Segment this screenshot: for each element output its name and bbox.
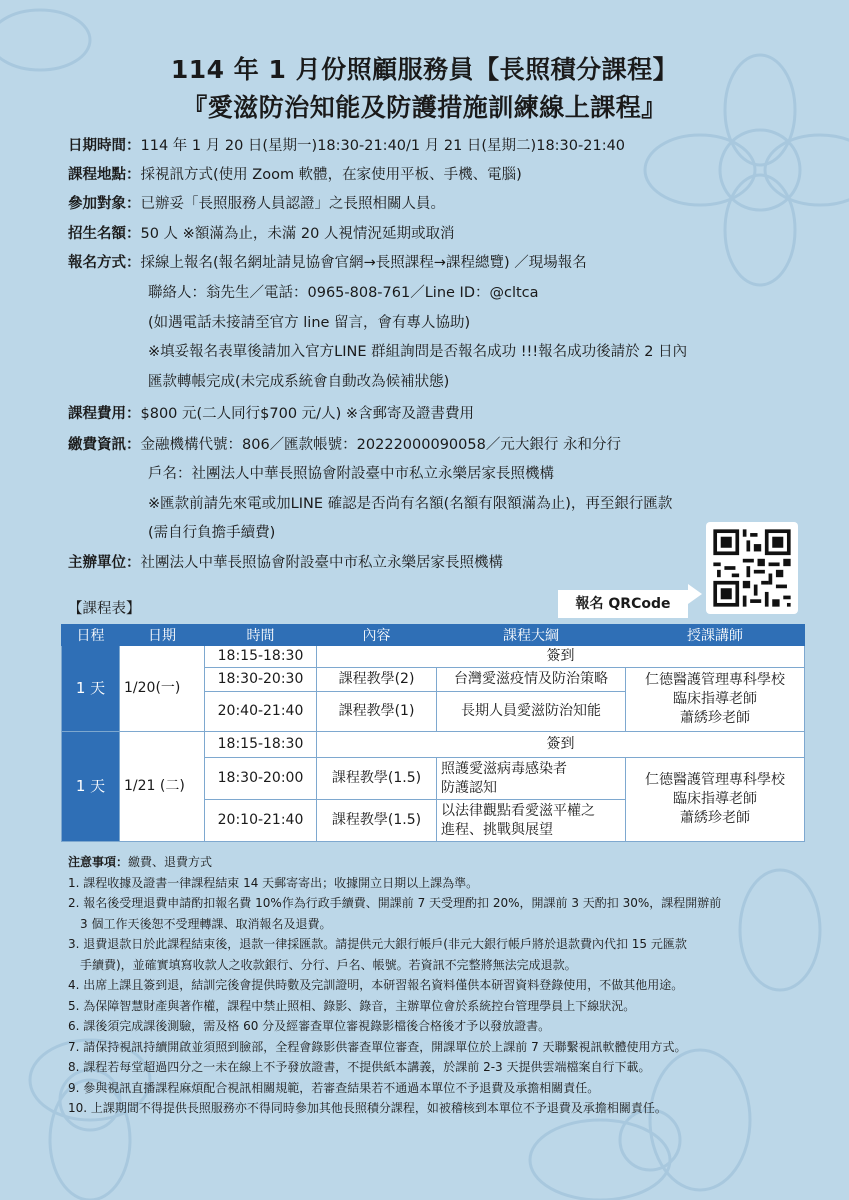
outline-cell: 長期人員愛滋防治知能	[437, 692, 626, 732]
table-row	[62, 646, 805, 668]
teacher-school: 仁德醫護管理專科學校	[645, 772, 785, 788]
note-item: 5. 為保障智慧財產與著作權，課程中禁止照相、錄影、錄音，主辦單位會於系統控台管理學員上下線狀況。	[68, 998, 636, 1013]
content-cell: 課程教學(2)	[317, 668, 437, 692]
payment-row	[68, 435, 621, 455]
time-cell: 20:10-21:40	[205, 800, 317, 842]
payment-account-name: 戶名：社團法人中華長照協會附設臺中市私立永樂居家長照機構	[148, 466, 554, 482]
date-value: 114 年 1 月 20 日(星期一)18:30-21:40/1 月 21 日(星期二)18:30-21:40	[140, 138, 626, 154]
teacher-title: 臨床指導老師	[673, 791, 757, 807]
note-item: 4. 出席上課且簽到退，結訓完後會提供時數及完訓證明，本研習報名資料僅供本研習資料登錄使用，不做其他用途。	[68, 978, 684, 992]
page-title: 114 年 1 月份照顧服務員【長照積分課程】	[170, 55, 679, 84]
time-cell: 18:30-20:30	[205, 668, 317, 692]
outline-cell	[437, 758, 626, 800]
organizer-row	[68, 553, 503, 573]
notes-section	[68, 852, 721, 1119]
note-item: 8. 課程若每堂超過四分之一未在線上不予發放證書，不提供紙本講義，於課前 2-3 天提供雲端檔案自行下載。	[68, 1060, 651, 1074]
signup-contact: 聯絡人：翁先生／電話：0965-808-761／Line ID：@cltca	[148, 285, 539, 301]
qr-label-pointer	[688, 584, 702, 604]
fee-row	[68, 404, 474, 424]
audience-value: 已辦妥「長照服務人員認證」之長照相關人員。	[140, 196, 445, 212]
teacher-school: 仁德醫護管理專科學校	[645, 672, 785, 688]
header-cell: 日期	[120, 625, 205, 646]
date-label: 日期時間：	[68, 138, 141, 154]
teacher-name: 蕭綉珍老師	[680, 710, 750, 726]
outline-line: 照護愛滋病毒感染者	[441, 760, 567, 777]
date-cell: 1/20(一)	[120, 646, 205, 732]
note-item-cont: 手續費)，並確實填寫收款人之收款銀行、分行、戶名、帳號。若資訊不完整將無法完成退款。	[80, 957, 577, 972]
signup-note: ※填妥報名表單後請加入官方LINE 群組詢問是否報名成功 !!!報名成功後請於 2 日內	[148, 344, 688, 360]
content-cell: 課程教學(1.5)	[317, 758, 437, 800]
quota-label: 招生名額：	[68, 226, 141, 242]
signup-line1: 採線上報名(報名網址請見協會官網→長照課程→課程總覽) ／現場報名	[140, 255, 587, 271]
teacher-name: 蕭綉珍老師	[680, 810, 750, 826]
header-cell: 內容	[317, 625, 437, 646]
header-cell: 時間	[205, 625, 317, 646]
quota-row	[68, 224, 455, 244]
organizer-label: 主辦單位：	[68, 555, 141, 571]
time-cell: 18:15-18:30	[205, 732, 317, 758]
location-label: 課程地點：	[68, 167, 141, 183]
teacher-title: 臨床指導老師	[673, 691, 757, 707]
location-value: 採視訊方式(使用 Zoom 軟體，在家使用平板、手機、電腦)	[140, 167, 522, 183]
outline-cell: 台灣愛滋疫情及防治策略	[437, 668, 626, 692]
date-cell: 1/21 (二)	[120, 732, 205, 842]
qr-code-icon	[706, 522, 798, 614]
note-item: 10. 上課期間不得提供長照服務亦不得同時參加其他長照積分課程，如被稽核到本單位不予退費及承擔相關責任。	[68, 1101, 667, 1115]
payment-fee-note: (需自行負擔手續費)	[148, 525, 276, 541]
schedule-label: 【課程表】	[68, 601, 141, 617]
qr-code[interactable]	[706, 522, 798, 614]
note-item: 3. 退費退款日於此課程結束後，退款一律採匯款。請提供元大銀行帳戶(非元大銀行帳戶將於退款費內代扣 15 元匯款	[68, 937, 687, 951]
signup-row	[68, 253, 587, 273]
day-cell: 1 天	[62, 646, 120, 732]
signup-line-help: (如遇電話未接請至官方 line 留言，會有專人協助)	[148, 315, 471, 331]
time-cell: 18:30-20:00	[205, 758, 317, 800]
payment-note: ※匯款前請先來電或加LINE 確認是否尚有名額(名額有限額滿為止)，再至銀行匯款	[148, 496, 673, 512]
signup-note-2: 匯款轉帳完成(未完成系統會自動改為候補狀態)	[148, 374, 450, 390]
notes-heading	[68, 852, 721, 873]
outline-line: 防護認知	[441, 779, 497, 796]
outline-line: 進程、挑戰與展望	[441, 821, 553, 838]
outline-line: 以法律觀點看愛滋平權之	[441, 802, 595, 819]
time-cell: 20:40-21:40	[205, 692, 317, 732]
day-cell: 1 天	[62, 732, 120, 842]
audience-row	[68, 194, 445, 214]
fee-label: 課程費用：	[68, 406, 141, 422]
teacher-cell	[626, 758, 805, 842]
payment-line1: 金融機構代號：806／匯款帳號：20222000090058／元大銀行 永和分行	[140, 437, 621, 453]
organizer-value: 社團法人中華長照協會附設臺中市私立永樂居家長照機構	[140, 555, 503, 571]
note-item-cont: 3 個工作天後恕不受理轉課、取消報名及退費。	[80, 916, 332, 931]
table-row	[62, 732, 805, 758]
content-cell: 課程教學(1.5)	[317, 800, 437, 842]
qr-label: 報名 QRCode	[558, 590, 688, 618]
note-item: 6. 課後須完成課後測驗，需及格 60 分及經審查單位審視錄影檔後合格後才予以發放證書。	[68, 1019, 551, 1033]
note-item: 7. 請保持視訊持續開啟並須照到臉部，全程會錄影供審查單位審查，開課單位於上課前 7 天聯繫視訊軟體使用方式。	[68, 1039, 687, 1054]
page-subtitle: 『愛滋防治知能及防護措施訓練線上課程』	[182, 93, 667, 122]
teacher-cell	[626, 668, 805, 732]
notes-title: 注意事項：	[68, 855, 129, 869]
table-header-row	[62, 625, 805, 646]
location-row	[68, 165, 522, 185]
outline-cell	[437, 800, 626, 842]
header-cell: 授課講師	[626, 625, 805, 646]
checkin-cell: 簽到	[317, 646, 805, 668]
note-item: 2. 報名後受理退費申請酌扣報名費 10%作為行政手續費、開課前 7 天受理酌扣 20%，開課前 3 天酌扣 30%，課程開辦前	[68, 896, 722, 910]
notes-subtitle: 繳費、退費方式	[128, 855, 213, 869]
time-cell: 18:15-18:30	[205, 646, 317, 668]
audience-label: 參加對象：	[68, 196, 141, 212]
quota-value: 50 人 ※額滿為止，未滿 20 人視情況延期或取消	[140, 226, 455, 242]
payment-label: 繳費資訊：	[68, 437, 141, 453]
checkin-cell: 簽到	[317, 732, 805, 758]
content-cell: 課程教學(1)	[317, 692, 437, 732]
note-item: 1. 課程收據及證書一律課程結束 14 天郵寄寄出；收據開立日期以上課為準。	[68, 875, 479, 890]
note-item: 9. 參與視訊直播課程麻煩配合視訊相關規範，若審查結果若不通過本單位不予退費及承擔相關責任。	[68, 1080, 600, 1095]
header-cell: 日程	[62, 625, 120, 646]
schedule-table	[61, 624, 805, 842]
signup-label: 報名方式：	[68, 255, 141, 271]
date-row	[68, 136, 625, 156]
fee-value: $800 元(二人同行$700 元/人) ※含郵寄及證書費用	[140, 406, 474, 422]
header-cell: 課程大綱	[437, 625, 626, 646]
